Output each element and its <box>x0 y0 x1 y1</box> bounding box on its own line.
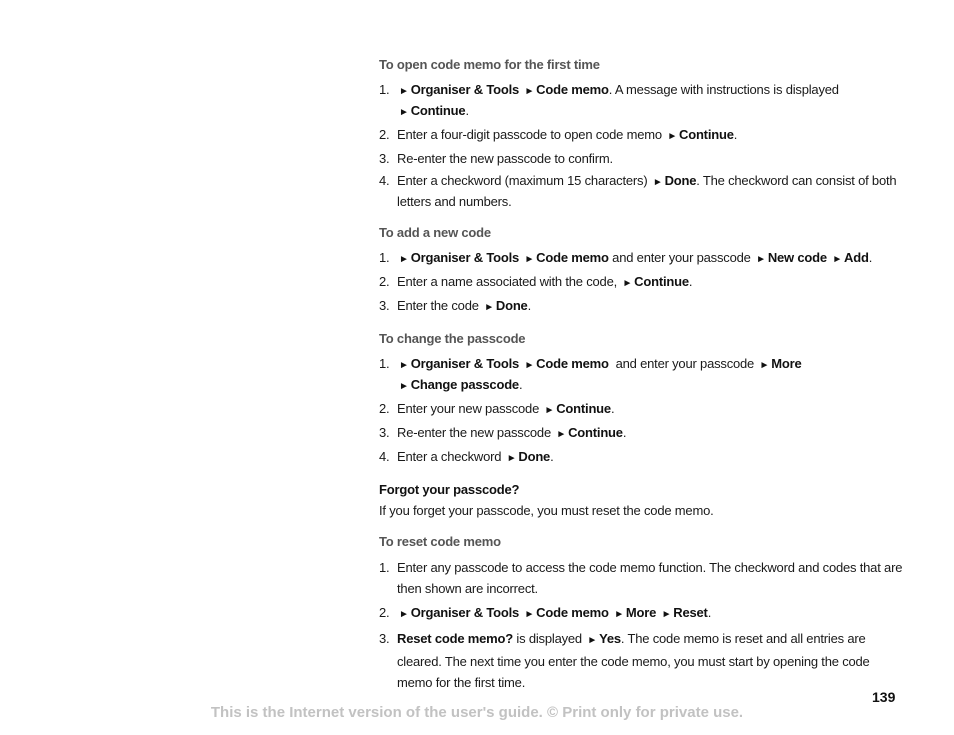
section-change-passcode <box>379 329 904 468</box>
arrow-icon: ► <box>832 254 843 265</box>
arrow-icon: ► <box>556 429 567 440</box>
list-item: 3. Re-enter the new passcode ► Continue. <box>379 425 627 440</box>
arrow-icon: ► <box>524 254 535 265</box>
section-heading: To open code memo for the first time <box>379 57 600 72</box>
section-reset-code-memo <box>379 532 904 693</box>
arrow-icon: ► <box>399 254 409 265</box>
footer-notice: This is the Internet version of the user's guide. © Print only for private use. <box>210 704 744 721</box>
steps-list <box>379 80 904 211</box>
section-heading: Forgot your passcode? <box>379 482 520 497</box>
section-heading: To change the passcode <box>379 331 526 346</box>
list-item: 1. ► Organiser & Tools ► Code memo. A message with instructions is displayed ► Continue. <box>379 82 839 118</box>
list-item: 2. Enter your new passcode ► Continue. <box>379 401 615 416</box>
arrow-icon: ► <box>399 360 409 371</box>
arrow-icon: ► <box>622 278 633 289</box>
arrow-icon: ► <box>524 86 535 97</box>
arrow-icon: ► <box>661 609 672 620</box>
list-item: 2. Enter a name associated with the code, ► Continue. <box>379 274 693 289</box>
page-number: 139 <box>872 689 896 705</box>
list-item: 3. Re-enter the new passcode to confirm. <box>379 151 613 166</box>
arrow-icon: ► <box>759 360 770 371</box>
section-heading: To reset code memo <box>379 534 501 549</box>
list-item: 1. Enter any passcode to access the code memo function. The checkword and codes that are then shown are incorrect. <box>379 560 903 596</box>
steps-list <box>379 354 904 468</box>
steps-list <box>379 248 904 317</box>
arrow-icon: ► <box>667 131 678 142</box>
arrow-icon: ► <box>587 635 598 646</box>
page-content <box>379 55 904 705</box>
arrow-icon: ► <box>399 381 409 392</box>
list-item: 3. Enter the code ► Done. <box>379 298 532 313</box>
list-item: 2. ► Organiser & Tools ► Code memo ► More ► Reset. <box>379 605 712 620</box>
arrow-icon: ► <box>399 107 409 118</box>
section-forgot-passcode <box>379 480 904 520</box>
arrow-icon: ► <box>524 609 535 620</box>
list-item: 3. Reset code memo? is displayed ► Yes. The code memo is reset and all entries are cleared. The next time you enter the code memo, you must start by opening the code memo for the first time. <box>379 631 870 690</box>
arrow-icon: ► <box>399 609 409 620</box>
section-open-code-memo <box>379 55 904 211</box>
arrow-icon: ► <box>756 254 766 265</box>
steps-list <box>379 557 904 693</box>
list-item: 4. Enter a checkword (maximum 15 characters) ► Done. The checkword can consist of both letters and numbers. <box>379 173 897 209</box>
list-item: 1. ► Organiser & Tools ► Code memo and enter your passcode ► New code ► Add. <box>379 250 873 265</box>
section-add-new-code <box>379 223 904 317</box>
list-item: 2. Enter a four-digit passcode to open code memo ► Continue. <box>379 127 738 142</box>
arrow-icon: ► <box>399 86 409 97</box>
section-heading: To add a new code <box>379 225 491 240</box>
arrow-icon: ► <box>506 453 517 464</box>
arrow-icon: ► <box>614 609 624 620</box>
arrow-icon: ► <box>484 302 494 313</box>
arrow-icon: ► <box>544 405 555 416</box>
arrow-icon: ► <box>652 177 663 188</box>
paragraph: If you forget your passcode, you must reset the code memo. <box>379 503 714 518</box>
list-item: 4. Enter a checkword ► Done. <box>379 449 554 464</box>
arrow-icon: ► <box>524 360 535 371</box>
list-item: 1. ► Organiser & Tools ► Code memo and enter your passcode ► More ► Change passcode. <box>379 356 802 392</box>
